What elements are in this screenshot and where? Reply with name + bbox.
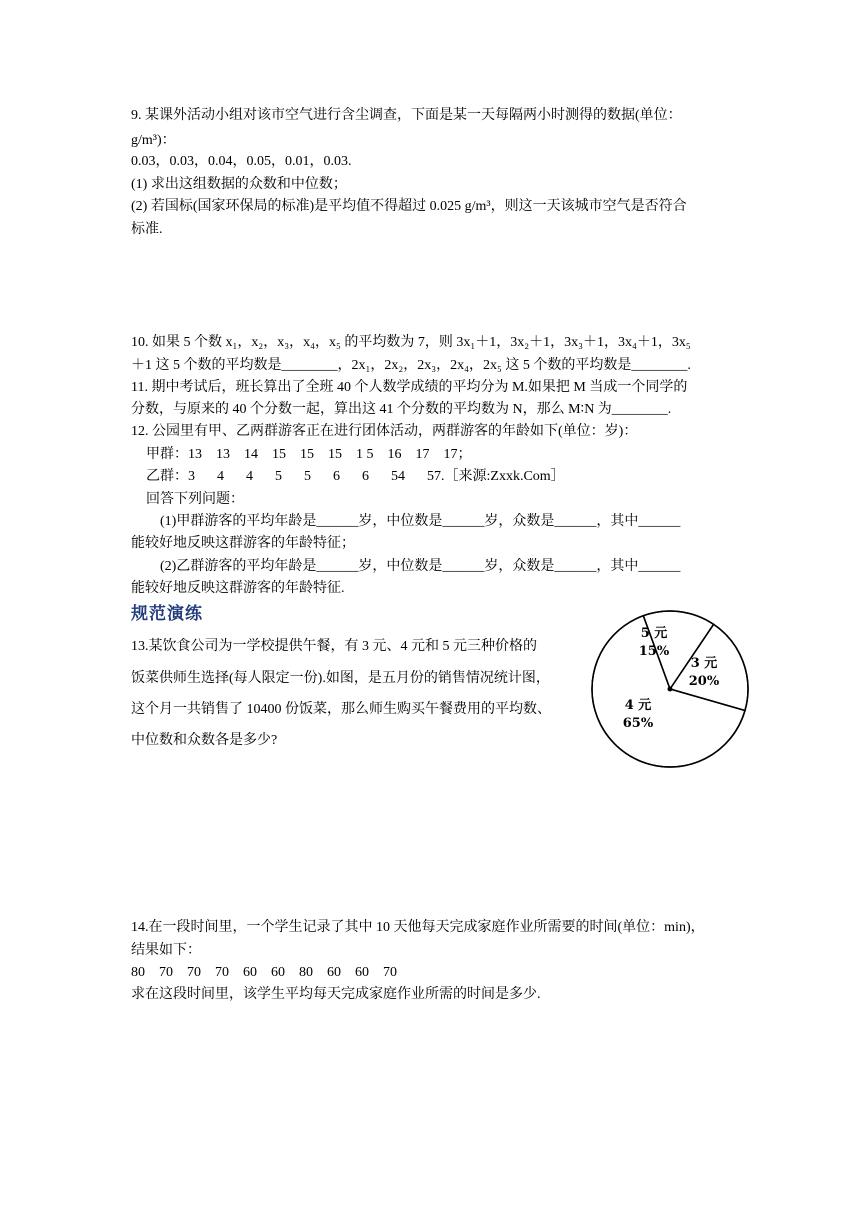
q12-group-a xyxy=(146,445,472,465)
q12-a-value-4: 15 xyxy=(300,447,314,462)
q9-part-2-cont: 标准. xyxy=(131,222,163,237)
q12-group-b-values xyxy=(188,469,565,484)
q12-a-value-7: 16 xyxy=(387,447,402,462)
pie-slice-percent-0: 15% xyxy=(638,644,670,659)
q11-line-2: 分数，与原来的 40 个分数一起，算出这 41 个分数的平均数为 N，那么 M∶N 为________. xyxy=(131,402,672,417)
q12-group-a-label: 甲群： xyxy=(146,447,188,462)
q11-line-1: 11. 期中考试后，班长算出了全班 40 个人数学成绩的平均分为 M.如果把 M 当成一个同学的 xyxy=(131,380,688,395)
q12-b-value-3: 5 xyxy=(275,469,282,484)
pie-slice-label-0: 5 元 xyxy=(640,626,668,641)
q12-b-value-2: 4 xyxy=(246,469,253,484)
q14-value-8: 60 xyxy=(355,965,369,980)
q13-line-1: 13.某饮食公司为一学校提供午餐，有 3 元、4 元和 5 元三种价格的 xyxy=(131,639,537,654)
q12-b-value-6: 6 xyxy=(362,469,369,484)
q14-value-4: 60 xyxy=(243,965,257,980)
q12-group-b xyxy=(146,467,565,487)
q12-a-value-0: 13 xyxy=(188,447,202,462)
q12-b-value-4: 5 xyxy=(304,469,311,484)
pie-slice-percent-2: 65% xyxy=(622,716,654,731)
pie-chart xyxy=(588,607,752,771)
q9-part-2: (2) 若国标(国家环保局的标准)是平均值不得超过 0.025 g/m³，则这一天该城市空气是否符合 xyxy=(131,199,687,214)
q14-line-1: 14.在一段时间里，一个学生记录了其中 10 天他每天完成家庭作业所需要的时间(单位：min)， xyxy=(131,920,705,935)
q14-value-9: 70 xyxy=(383,965,397,980)
q12-b-value-5: 6 xyxy=(333,469,340,484)
q9-data-line: 0.03，0.03，0.04，0.05，0.01，0.03. xyxy=(131,154,352,169)
q12-a-value-2: 14 xyxy=(244,447,258,462)
q12-a-value-8: 17 xyxy=(415,447,430,462)
q14-value-0: 80 xyxy=(131,965,145,980)
q12-sub-2-line-1: (2)乙群游客的平均年龄是______岁，中位数是______岁，众数是______，其中______ xyxy=(160,559,681,574)
q12-sub-1-line-1: (1)甲群游客的平均年龄是______岁，中位数是______岁，众数是______，其中______ xyxy=(160,514,681,529)
q9-line-1: 9. 某课外活动小组对该市空气进行含尘调查，下面是某一天每隔两小时测得的数据(单位： xyxy=(131,108,682,123)
q12-prompt: 回答下列问题： xyxy=(146,492,244,507)
q12-sub-2-line-2: 能较好地反映这群游客的年龄特征. xyxy=(131,581,345,596)
q14-line-2: 结果如下： xyxy=(131,943,201,958)
section-heading: 规范演练 xyxy=(131,604,203,624)
q12-a-value-5: 15 xyxy=(328,447,342,462)
q12-group-b-label: 乙群： xyxy=(146,469,188,484)
q14-value-5: 60 xyxy=(271,965,285,980)
q10-line-1: 10. 如果 5 个数 x₁，x₂，x₃，x₄，x₅ 的平均数为 7，则 3x₁＋1，3x₂＋1，3x₃＋1，3x₄＋1，3x₅ xyxy=(131,335,691,350)
q12-group-a-values xyxy=(188,447,472,462)
pie-center-dot xyxy=(668,687,673,692)
q14-line-4: 求在这段时间里，该学生平均每天完成家庭作业所需的时间是多少. xyxy=(131,987,541,1002)
q10-line-2: ＋1 这 5 个数的平均数是________，2x₁，2x₂，2x₃，2x₄，2x₅ 这 5 个数的平均数是________. xyxy=(131,358,691,373)
q14-value-1: 70 xyxy=(159,965,173,980)
q9-line-2: g/m³)： xyxy=(131,133,176,148)
q12-a-value-1: 13 xyxy=(216,447,230,462)
q14-values xyxy=(131,963,397,983)
q14-value-2: 70 xyxy=(187,965,201,980)
q14-value-3: 70 xyxy=(215,965,229,980)
pie-slice-label-2: 4 元 xyxy=(624,698,652,713)
q13-line-4: 中位数和众数各是多少? xyxy=(131,733,278,748)
q12-a-value-6: 1 5 xyxy=(356,447,374,462)
q12-line-1: 12. 公园里有甲、乙两群游客正在进行团体活动，两群游客的年龄如下(单位：岁)： xyxy=(131,424,638,439)
q14-value-6: 80 xyxy=(299,965,313,980)
pie-slice-label-1: 3 元 xyxy=(690,656,718,671)
q13-line-2: 饭菜供师生选择(每人限定一份).如图，是五月份的销售情况统计图， xyxy=(131,671,550,686)
q12-b-value-0: 3 xyxy=(188,469,195,484)
q12-b-value-7: 54 xyxy=(391,469,405,484)
q12-b-value-8: 57.［来源:Zxxk.Com］ xyxy=(427,469,565,484)
pie-slice-percent-1: 20% xyxy=(688,674,720,689)
q9-part-1: (1) 求出这组数据的众数和中位数； xyxy=(131,177,347,192)
q12-a-value-9: 17； xyxy=(443,447,472,462)
q13-line-3: 这个月一共销售了 10400 份饭菜，那么师生购买午餐费用的平均数、 xyxy=(131,702,551,717)
q12-sub-1-line-2: 能较好地反映这群游客的年龄特征； xyxy=(131,536,355,551)
q14-value-7: 60 xyxy=(327,965,341,980)
q12-b-value-1: 4 xyxy=(217,469,224,484)
q12-a-value-3: 15 xyxy=(272,447,286,462)
